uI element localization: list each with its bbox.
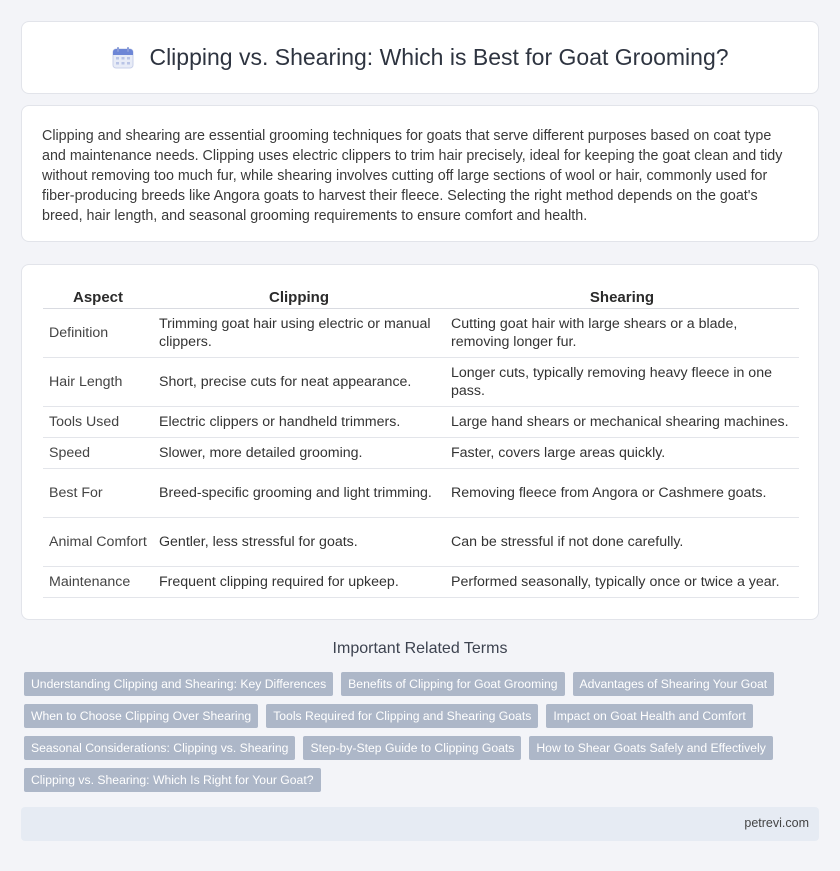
- cell-aspect: Animal Comfort: [43, 518, 153, 567]
- table-row: [43, 309, 799, 358]
- calendar-icon: [111, 46, 135, 70]
- cell-shearing: Cutting goat hair with large shears or a blade, removing longer fur.: [445, 309, 799, 358]
- table-row: [43, 438, 799, 469]
- related-term-tag[interactable]: Seasonal Considerations: Clipping vs. Shearing: [24, 736, 295, 760]
- intro-card: [21, 105, 819, 242]
- comparison-table: [43, 281, 799, 598]
- header-aspect: Aspect: [43, 281, 153, 309]
- page-title: Clipping vs. Shearing: Which is Best for Goat Grooming?: [149, 44, 729, 70]
- cell-shearing: Longer cuts, typically removing heavy fleece in one pass.: [445, 358, 799, 407]
- table-row: [43, 358, 799, 407]
- related-term-tag[interactable]: Understanding Clipping and Shearing: Key Differences: [24, 672, 333, 696]
- cell-clipping: Frequent clipping required for upkeep.: [153, 567, 445, 598]
- cell-shearing: Large hand shears or mechanical shearing machines.: [445, 407, 799, 438]
- cell-aspect: Best For: [43, 469, 153, 518]
- cell-aspect: Tools Used: [43, 407, 153, 438]
- header-card: [21, 21, 819, 94]
- footer-site-link[interactable]: petrevi.com: [744, 816, 809, 830]
- cell-aspect: Speed: [43, 438, 153, 469]
- related-term-tag[interactable]: Advantages of Shearing Your Goat: [573, 672, 775, 696]
- intro-text: Clipping and shearing are essential grooming techniques for goats that serve different purposes based on coat type and maintenance needs. Clipping uses electric clippers to trim hair precisely, ideal for keeping the goat clean and tidy without removing too much fur, while shearing involves cutting off large sections of wool or hair, commonly used for fiber-producing breeds like Angora goats to harvest their fleece. Selecting the right method depends on the goat's breed, hair length, and seasonal grooming requirements to ensure comfort and health.: [42, 128, 783, 224]
- related-term-tag[interactable]: Benefits of Clipping for Goat Grooming: [341, 672, 564, 696]
- comparison-table-card: [21, 264, 819, 620]
- table-row: [43, 567, 799, 598]
- cell-shearing: Can be stressful if not done carefully.: [445, 518, 799, 567]
- cell-clipping: Short, precise cuts for neat appearance.: [153, 358, 445, 407]
- table-row: [43, 469, 799, 518]
- cell-aspect: Definition: [43, 309, 153, 358]
- related-term-tag[interactable]: Step-by-Step Guide to Clipping Goats: [303, 736, 521, 760]
- cell-aspect: Hair Length: [43, 358, 153, 407]
- related-term-tag[interactable]: Tools Required for Clipping and Shearing Goats: [266, 704, 538, 728]
- table-row: [43, 518, 799, 567]
- related-term-tag[interactable]: How to Shear Goats Safely and Effectively: [529, 736, 772, 760]
- cell-clipping: Gentler, less stressful for goats.: [153, 518, 445, 567]
- header-shearing: Shearing: [445, 281, 799, 309]
- cell-clipping: Slower, more detailed grooming.: [153, 438, 445, 469]
- related-terms-list: [24, 672, 820, 792]
- related-term-tag[interactable]: Clipping vs. Shearing: Which Is Right for Your Goat?: [24, 768, 321, 792]
- cell-clipping: Breed-specific grooming and light trimming.: [153, 469, 445, 518]
- related-terms-title: Important Related Terms: [332, 640, 508, 657]
- cell-aspect: Maintenance: [43, 567, 153, 598]
- related-term-tag[interactable]: Impact on Goat Health and Comfort: [546, 704, 752, 728]
- related-term-tag[interactable]: When to Choose Clipping Over Shearing: [24, 704, 258, 728]
- cell-clipping: Trimming goat hair using electric or manual clippers.: [153, 309, 445, 358]
- table-header-row: [43, 281, 799, 309]
- cell-shearing: Removing fleece from Angora or Cashmere goats.: [445, 469, 799, 518]
- table-row: [43, 407, 799, 438]
- cell-shearing: Faster, covers large areas quickly.: [445, 438, 799, 469]
- cell-shearing: Performed seasonally, typically once or twice a year.: [445, 567, 799, 598]
- cell-clipping: Electric clippers or handheld trimmers.: [153, 407, 445, 438]
- header-clipping: Clipping: [153, 281, 445, 309]
- footer: [21, 807, 819, 841]
